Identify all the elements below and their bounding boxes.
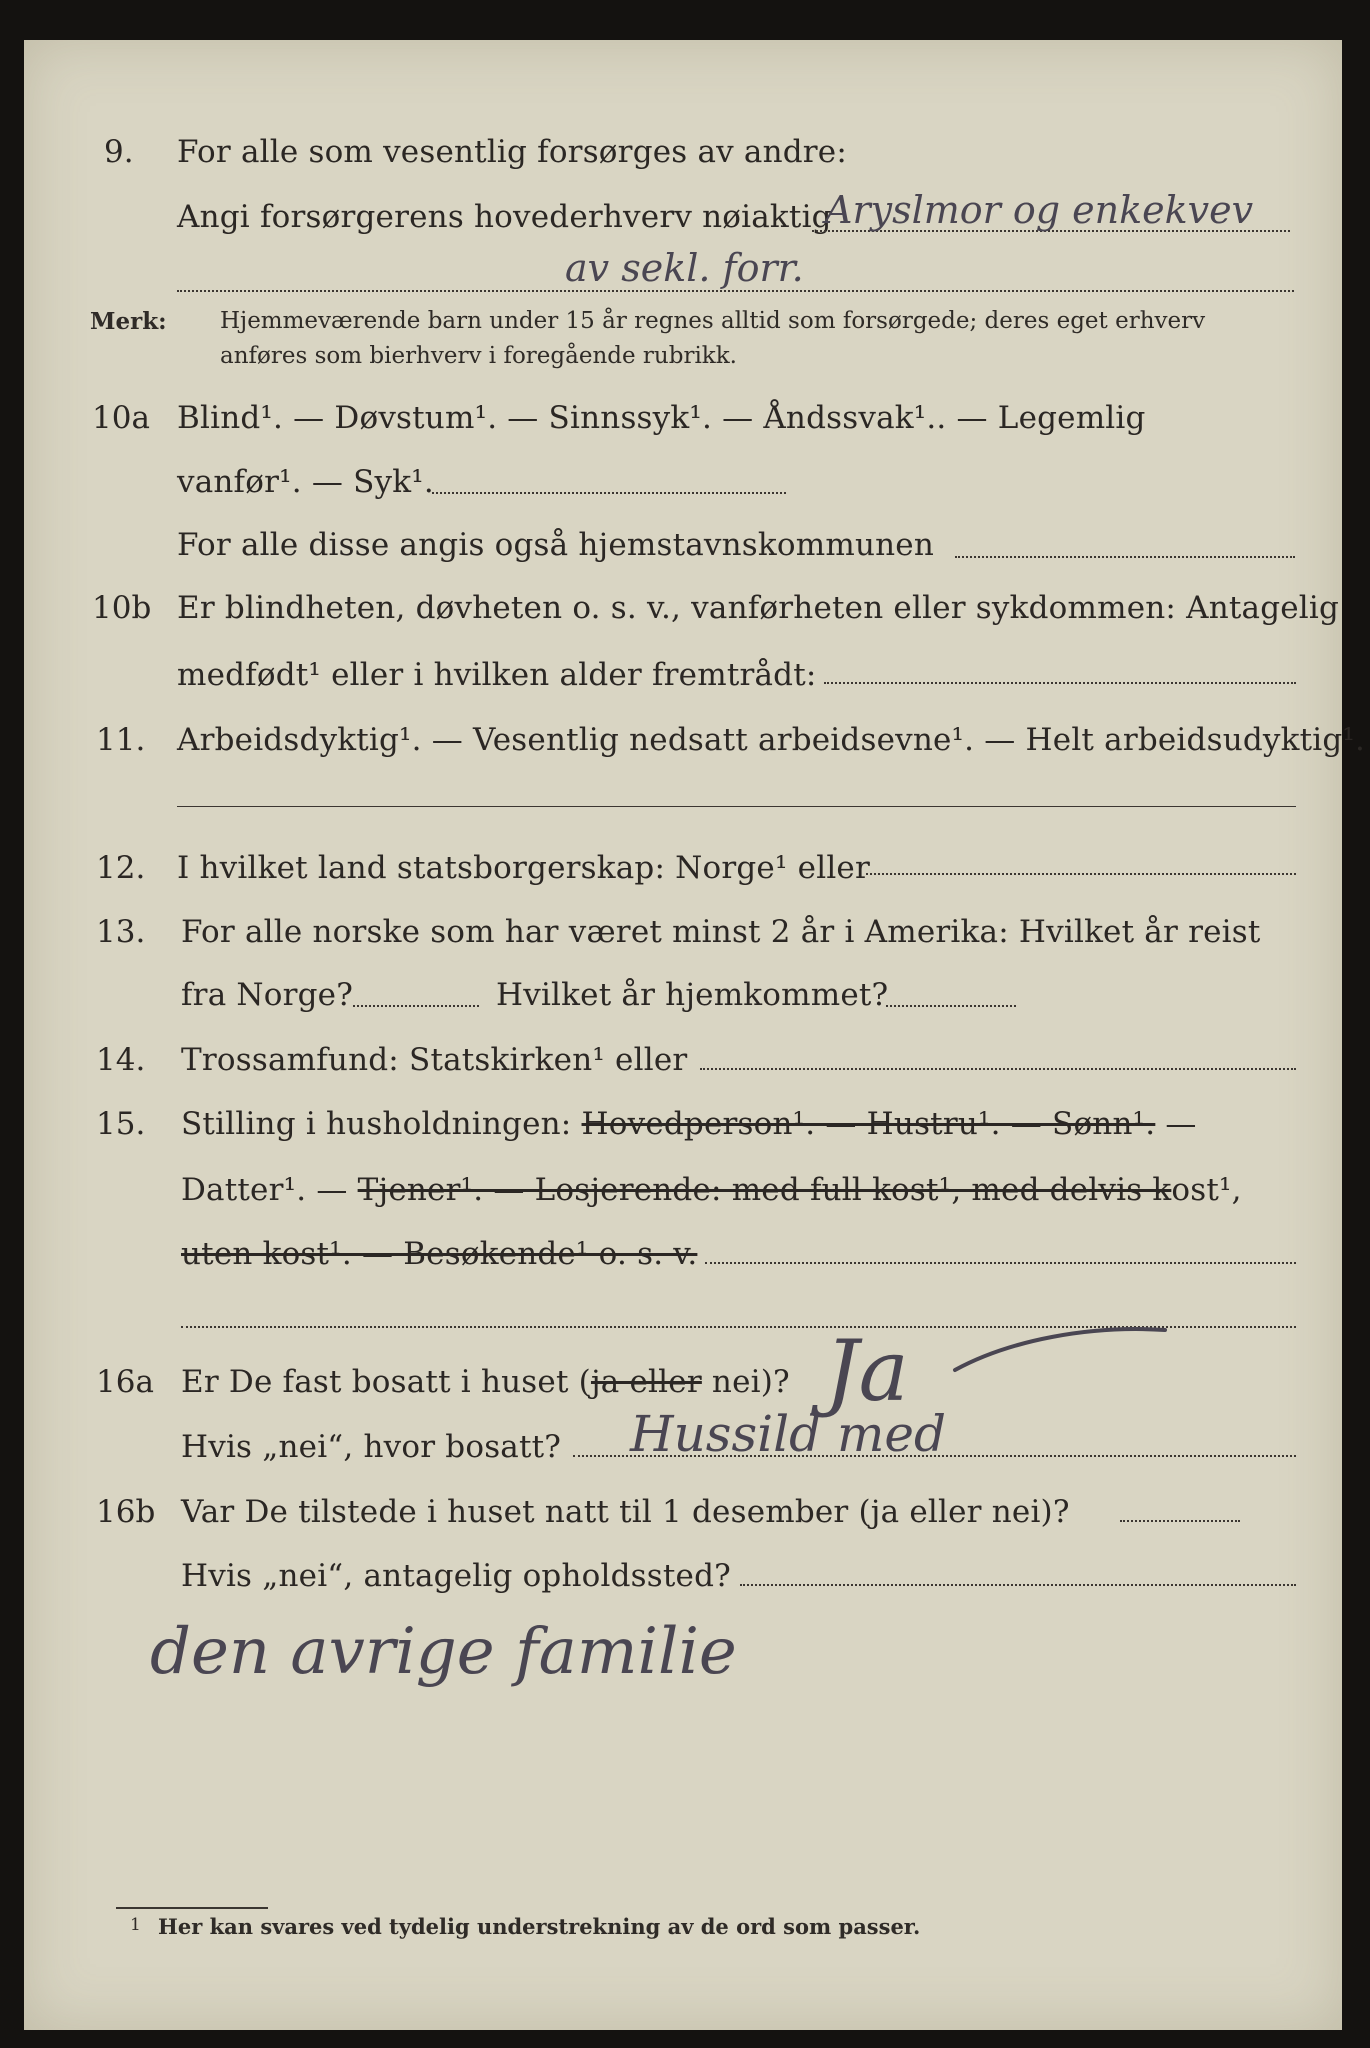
q15-l1-struck: Hovedperson¹. — Hustru¹. — Sønn¹.	[581, 1106, 1156, 1142]
q16a-l1-struck: ja eller	[590, 1364, 702, 1400]
footnote-rule	[116, 1907, 268, 1909]
merk-line1: Hjemmeværende barn under 15 år regnes alltid som forsørgede; deres eget erhverv	[220, 308, 1206, 334]
q15-l1-plain: Stilling i husholdningen:	[181, 1106, 572, 1142]
q10a-kommune-line	[955, 556, 1295, 558]
merk-line2: anføres som bierhverv i foregående rubrikk.	[220, 343, 737, 369]
q10b-number: 10b	[92, 590, 152, 626]
q15-number: 15.	[96, 1106, 146, 1142]
q16b-answer-line	[1120, 1520, 1240, 1522]
q15-answer-line	[705, 1262, 1296, 1264]
q9-line1: For alle som vesentlig forsørges av andre:	[177, 134, 847, 170]
footnote-text: Her kan svares ved tydelig understrekning av de ord som passer.	[158, 1914, 921, 1939]
q12-line1: I hvilket land statsborgerskap: Norge¹ eller	[177, 850, 870, 886]
q10a-syk-line	[432, 492, 786, 494]
q14-number: 14.	[96, 1042, 146, 1078]
q16b-opholdssted-line	[740, 1584, 1296, 1586]
q16a-l1-a: Er De fast bosatt i huset (	[181, 1364, 591, 1400]
q13-number: 13.	[96, 914, 146, 950]
q11-number: 11.	[96, 722, 146, 758]
q16a-number: 16a	[96, 1364, 154, 1400]
q10b-line1: Er blindheten, døvheten o. s. v., vanførheten eller sykdommen: Antagelig	[177, 590, 1340, 626]
q16b-line1: Var De tilstede i huset natt til 1 desember (ja eller nei)?	[181, 1494, 1070, 1530]
merk-label: Merk:	[90, 308, 167, 335]
q16a-ink-stroke	[950, 1320, 1170, 1380]
q15-l1-tail: —	[1155, 1106, 1197, 1142]
q15-l2-tail: ost¹,	[1171, 1172, 1242, 1208]
q9-answer-line-2	[177, 290, 1294, 292]
q16b-line2: Hvis „nei“, antagelig opholdssted?	[181, 1558, 731, 1594]
q12-number: 12.	[96, 850, 146, 886]
q13-line2b: Hvilket år hjemkommet?	[496, 977, 889, 1013]
q9-number: 9.	[104, 134, 134, 170]
q15-line1	[181, 1106, 1197, 1142]
q14-line1: Trossamfund: Statskirken¹ eller	[181, 1042, 688, 1078]
q16a-line1	[181, 1364, 790, 1400]
q16b-number: 16b	[96, 1494, 156, 1530]
footnote-mark: 1	[130, 1915, 141, 1935]
form-card	[24, 40, 1342, 2030]
q12-answer-line	[866, 873, 1296, 875]
q16a-line2: Hvis „nei“, hvor bosatt?	[181, 1429, 562, 1465]
q15-line3	[181, 1236, 697, 1272]
q13-reist-line	[353, 1005, 479, 1007]
q10a-line3: For alle disse angis også hjemstavnskommunen	[177, 527, 934, 563]
q14-answer-line	[700, 1068, 1296, 1070]
q15-l3-struck: uten kost¹. — Besøkende¹ o. s. v.	[181, 1236, 698, 1272]
q13-line2a: fra Norge?	[181, 977, 354, 1013]
q16a-handwritten-bosatt: Hussild med	[630, 1405, 947, 1463]
q11-line1: Arbeidsdyktig¹. — Vesentlig nedsatt arbeidsevne¹. — Helt arbeidsudyktig¹.	[177, 722, 1366, 758]
q10b-line2: medfødt¹ eller i hvilken alder fremtrådt:	[177, 657, 817, 693]
q13-line1: For alle norske som har været minst 2 år i Amerika: Hvilket år reist	[181, 914, 1261, 950]
q10a-line1: Blind¹. — Døvstum¹. — Sinnssyk¹. — Åndssvak¹.. — Legemlig	[177, 400, 1146, 436]
q9-handwritten-answer-2: av sekl. forr.	[565, 246, 804, 290]
q10a-number: 10a	[92, 400, 150, 436]
q15-l2-plain: Datter¹. —	[181, 1172, 348, 1208]
q10b-answer-line	[824, 682, 1296, 684]
handwritten-note: den avrige familie	[150, 1615, 737, 1689]
q16a-l1-b: nei)?	[701, 1364, 790, 1400]
q15-line2	[181, 1172, 1242, 1208]
q15-l2-struck: Tjener¹. — Losjerende: med full kost¹, med delvis k	[357, 1172, 1172, 1208]
q10a-line2: vanfør¹. — Syk¹.	[177, 464, 434, 500]
q13-hjemkommet-line	[886, 1005, 1016, 1007]
q16a-handwritten-ja: Ja	[825, 1322, 909, 1420]
q9-line2: Angi forsørgerens hovederhverv nøiaktig	[177, 199, 832, 235]
q9-handwritten-answer-1: Aryslmor og enkekvev	[825, 188, 1254, 232]
q11-answer-line	[177, 806, 1296, 807]
